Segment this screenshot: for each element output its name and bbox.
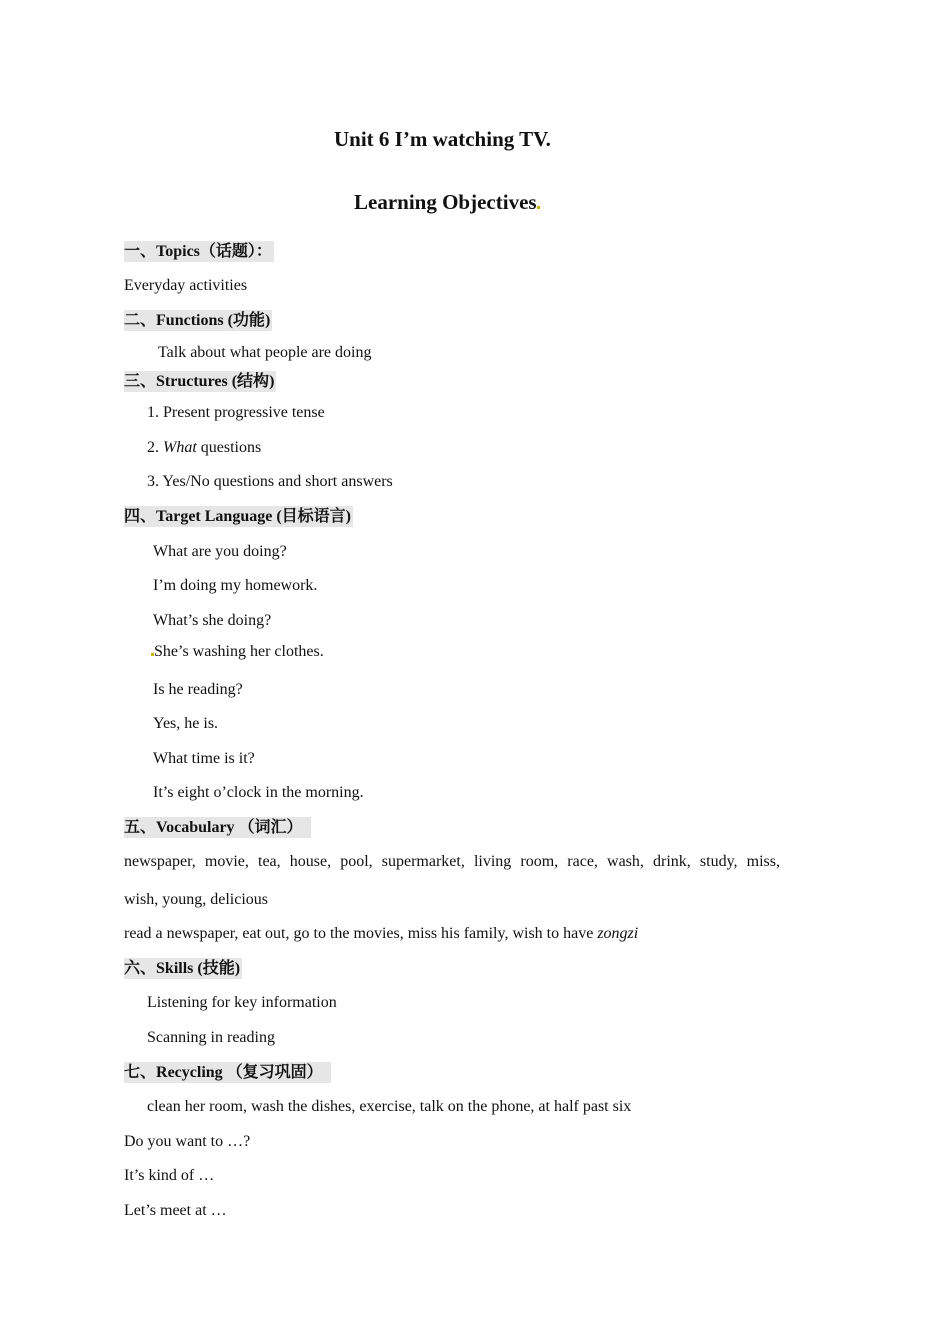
section-label-cn: 功能	[232, 310, 265, 329]
section-heading-skills	[124, 958, 242, 979]
functions-item: Talk about what people are doing	[158, 344, 372, 361]
target-language-item: I’m doing my homework.	[153, 577, 318, 594]
section-label: Structures (	[156, 373, 238, 390]
topics-item: Everyday activities	[124, 277, 248, 294]
section-label-cn: 结构	[237, 371, 270, 390]
vocabulary-phrases-italic: zongzi	[597, 925, 639, 942]
marker-dot	[537, 206, 540, 209]
section-label-close: )	[234, 960, 241, 977]
section-heading-functions	[124, 310, 272, 331]
skills-item: Listening for key information	[147, 994, 337, 1011]
section-label-cn: （复习巩固）	[226, 1062, 323, 1081]
target-language-item: Is he reading?	[153, 681, 243, 698]
section-label-cn: （话题）：	[199, 241, 272, 260]
section-number: 四、	[124, 506, 157, 525]
vocabulary-line: wish, young, delicious	[124, 891, 268, 908]
structures-item-suffix: questions	[196, 439, 262, 456]
section-number: 一、	[124, 241, 157, 260]
structures-item-prefix: 2.	[147, 439, 163, 456]
vocabulary-line: newspaper, movie, tea, house, pool, supermarket, living room, race, wash, drink, study, miss,	[124, 853, 780, 870]
structures-item	[147, 438, 261, 458]
vocabulary-phrases	[124, 924, 638, 944]
structures-item-italic: What	[163, 439, 197, 456]
section-label-cn: （词汇）	[238, 817, 303, 836]
section-heading-target-language	[124, 506, 353, 527]
recycling-item: Do you want to …?	[124, 1133, 251, 1150]
section-label: Skills (	[156, 960, 203, 977]
section-heading-vocabulary	[124, 817, 311, 838]
target-language-item: What’s she doing?	[153, 612, 272, 629]
section-number: 二、	[124, 310, 157, 329]
skills-item: Scanning in reading	[147, 1029, 275, 1046]
target-language-item	[151, 642, 324, 662]
recycling-item: clean her room, wash the dishes, exercise, talk on the phone, at half past six	[147, 1098, 632, 1115]
page-subtitle	[354, 189, 540, 215]
section-heading-topics	[124, 241, 274, 262]
section-heading-recycling	[124, 1062, 331, 1083]
recycling-item: It’s kind of …	[124, 1167, 215, 1184]
section-label-cn: 目标语言	[281, 506, 346, 525]
section-label-cn: 技能	[202, 958, 235, 977]
section-number: 三、	[124, 371, 157, 390]
page-title: Unit 6 I’m watching TV.	[334, 127, 551, 151]
section-label-close: )	[345, 508, 351, 525]
section-label: Target Language (	[156, 508, 282, 525]
section-number: 六、	[124, 958, 157, 977]
target-language-item: What time is it?	[153, 750, 255, 767]
section-label-close: )	[264, 312, 271, 329]
subtitle-text: Learning Objectives	[354, 190, 537, 214]
section-label: Topics	[156, 243, 200, 260]
target-language-item-text: She’s washing her clothes.	[154, 643, 324, 660]
section-number: 七、	[124, 1062, 157, 1081]
section-label: Recycling	[156, 1064, 227, 1081]
target-language-item: Yes, he is.	[153, 715, 219, 732]
target-language-item: What are you doing?	[153, 543, 287, 560]
section-label-close: )	[269, 373, 275, 390]
structures-item: 1. Present progressive tense	[147, 404, 325, 421]
vocabulary-phrases-text: read a newspaper, eat out, go to the movies, miss his family, wish to have	[124, 925, 598, 942]
section-number: 五、	[124, 817, 157, 836]
target-language-item: It’s eight o’clock in the morning.	[153, 784, 364, 801]
section-label: Functions (	[156, 312, 233, 329]
recycling-item: Let’s meet at …	[124, 1202, 227, 1219]
section-heading-structures	[124, 371, 276, 392]
section-label: Vocabulary	[156, 819, 239, 836]
structures-item: 3. Yes/No questions and short answers	[147, 473, 393, 490]
